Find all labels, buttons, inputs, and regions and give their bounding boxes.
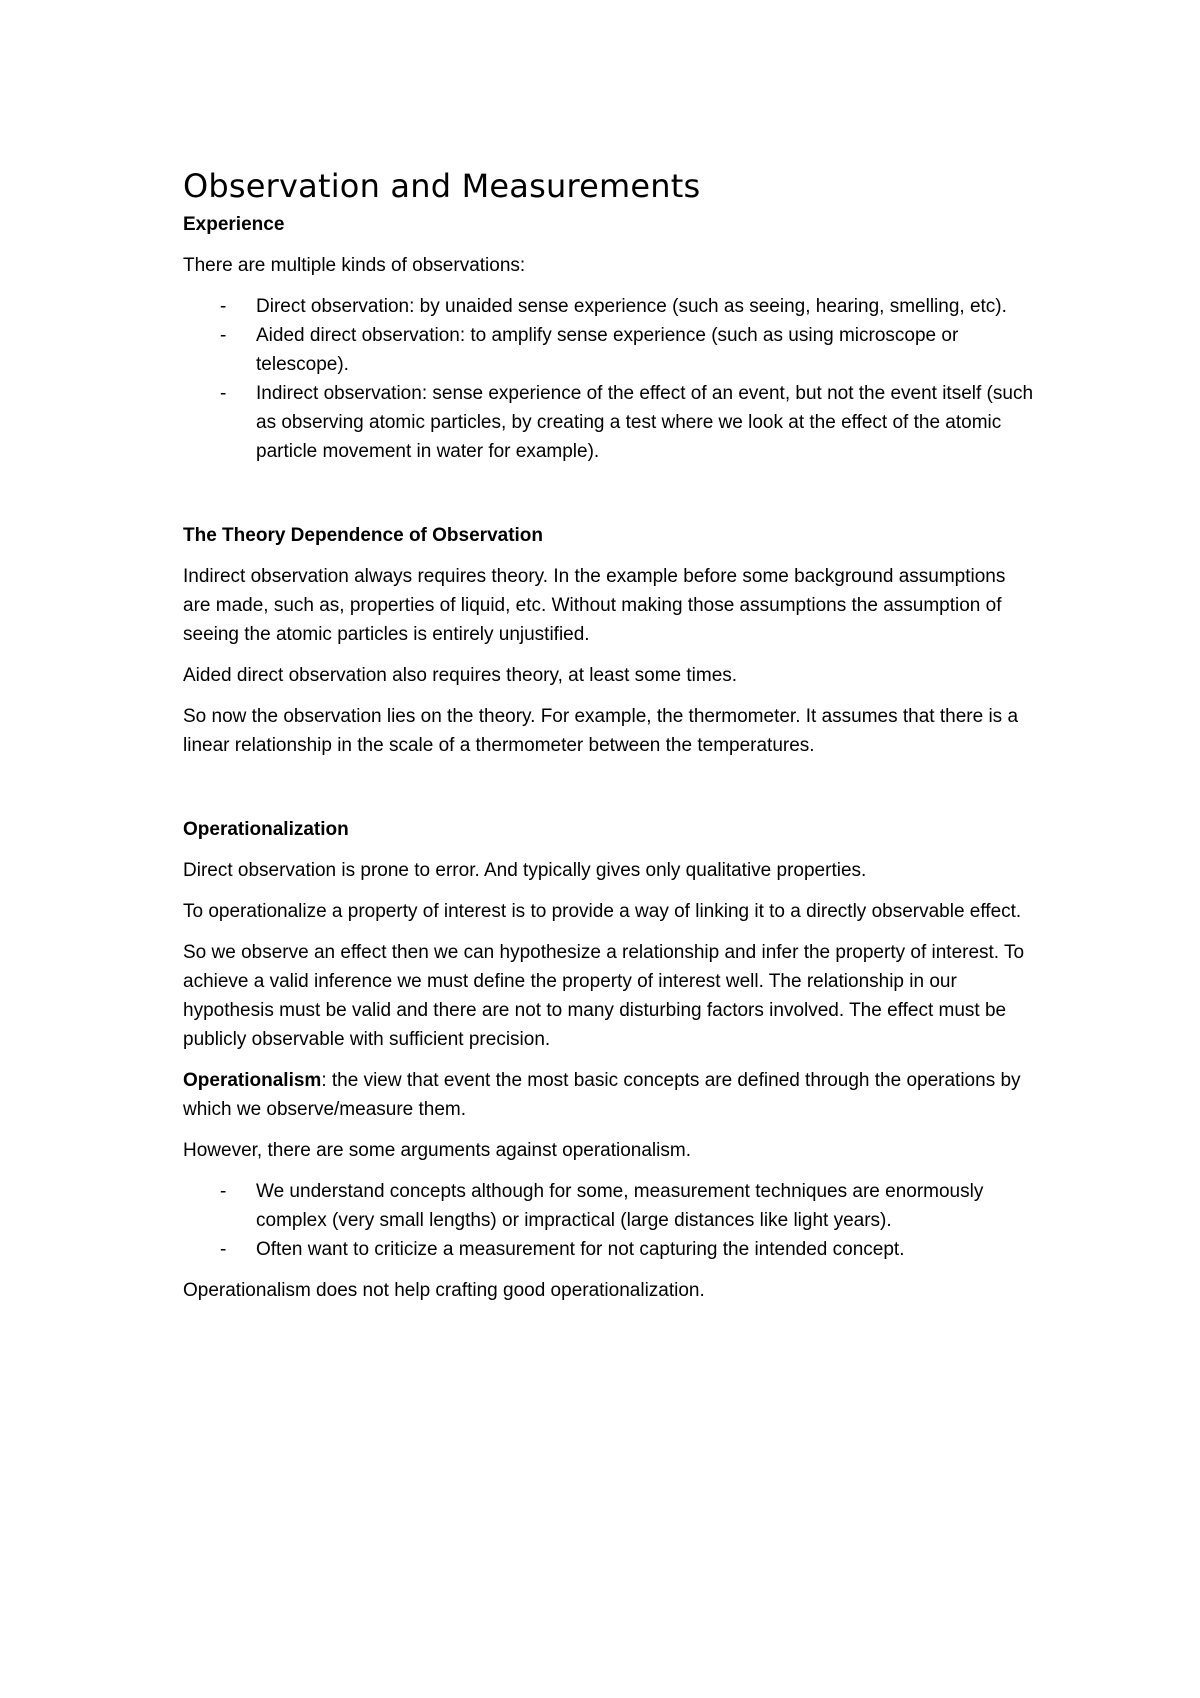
observation-kinds-list <box>183 292 1033 466</box>
bullet-dash: - <box>220 296 227 317</box>
operationalization-paragraph: Direct observation is prone to error. And typically gives only qualitative properties. <box>183 860 867 881</box>
document-page <box>183 166 1033 1305</box>
bullet-dash: - <box>220 383 227 404</box>
list-item-text: We understand concepts although for some, measurement techniques are enormously complex (very small lengths) or impractical (large distances like light years). <box>256 1181 984 1231</box>
bullet-dash: - <box>220 1239 227 1260</box>
list-item-text: Indirect observation: sense experience of the effect of an event, but not the event itself (such as observing atomic particles, by creating a test where we look at the effect of the atomic particle movement in water for example). <box>256 383 1034 462</box>
operationalization-paragraph: To operationalize a property of interest is to provide a way of linking it to a directly observable effect. <box>183 901 1022 922</box>
list-item-text: Often want to criticize a measurement for not capturing the intended concept. <box>256 1239 905 1260</box>
section-heading-experience: Experience <box>183 214 285 235</box>
list-item-text: Aided direct observation: to amplify sense experience (such as using microscope or telescope). <box>256 325 959 375</box>
operationalization-paragraph: So we observe an effect then we can hypothesize a relationship and infer the property of interest. To achieve a valid inference we must define the property of interest well. The relationship in our hypothesis must be valid and there are not to many disturbing factors involved. The effect must be publicly observable with sufficient precision. <box>183 942 1025 1050</box>
section-heading-operationalization: Operationalization <box>183 819 349 840</box>
list-item <box>183 1177 1033 1235</box>
arguments-intro: However, there are some arguments against operationalism. <box>183 1140 691 1161</box>
document-title: Observation and Measurements <box>183 167 701 205</box>
theory-paragraph: Indirect observation always requires theory. In the example before some background assumptions are made, such as, properties of liquid, etc. Without making those assumptions the assumption of seeing the atomic particles is entirely unjustified. <box>183 566 1006 645</box>
section-heading-theory: The Theory Dependence of Observation <box>183 525 544 546</box>
bullet-dash: - <box>220 325 227 346</box>
operationalism-definition: : the view that event the most basic concepts are defined through the operations by which we observe/measure them. <box>183 1070 1021 1120</box>
list-item <box>183 292 1033 321</box>
list-item-text: Direct observation: by unaided sense experience (such as seeing, hearing, smelling, etc). <box>256 296 1007 317</box>
arguments-list <box>183 1177 1033 1264</box>
theory-paragraph: Aided direct observation also requires theory, at least some times. <box>183 665 738 686</box>
experience-intro: There are multiple kinds of observations: <box>183 255 526 276</box>
bullet-dash: - <box>220 1181 227 1202</box>
list-item <box>183 1235 1033 1264</box>
operationalism-term: Operationalism <box>183 1070 322 1091</box>
operationalism-conclusion: Operationalism does not help crafting good operationalization. <box>183 1280 705 1301</box>
list-item <box>183 379 1033 466</box>
theory-paragraph: So now the observation lies on the theory. For example, the thermometer. It assumes that there is a linear relationship in the scale of a thermometer between the temperatures. <box>183 706 1019 756</box>
list-item <box>183 321 1033 379</box>
operationalism-definition-paragraph <box>183 1066 1033 1124</box>
